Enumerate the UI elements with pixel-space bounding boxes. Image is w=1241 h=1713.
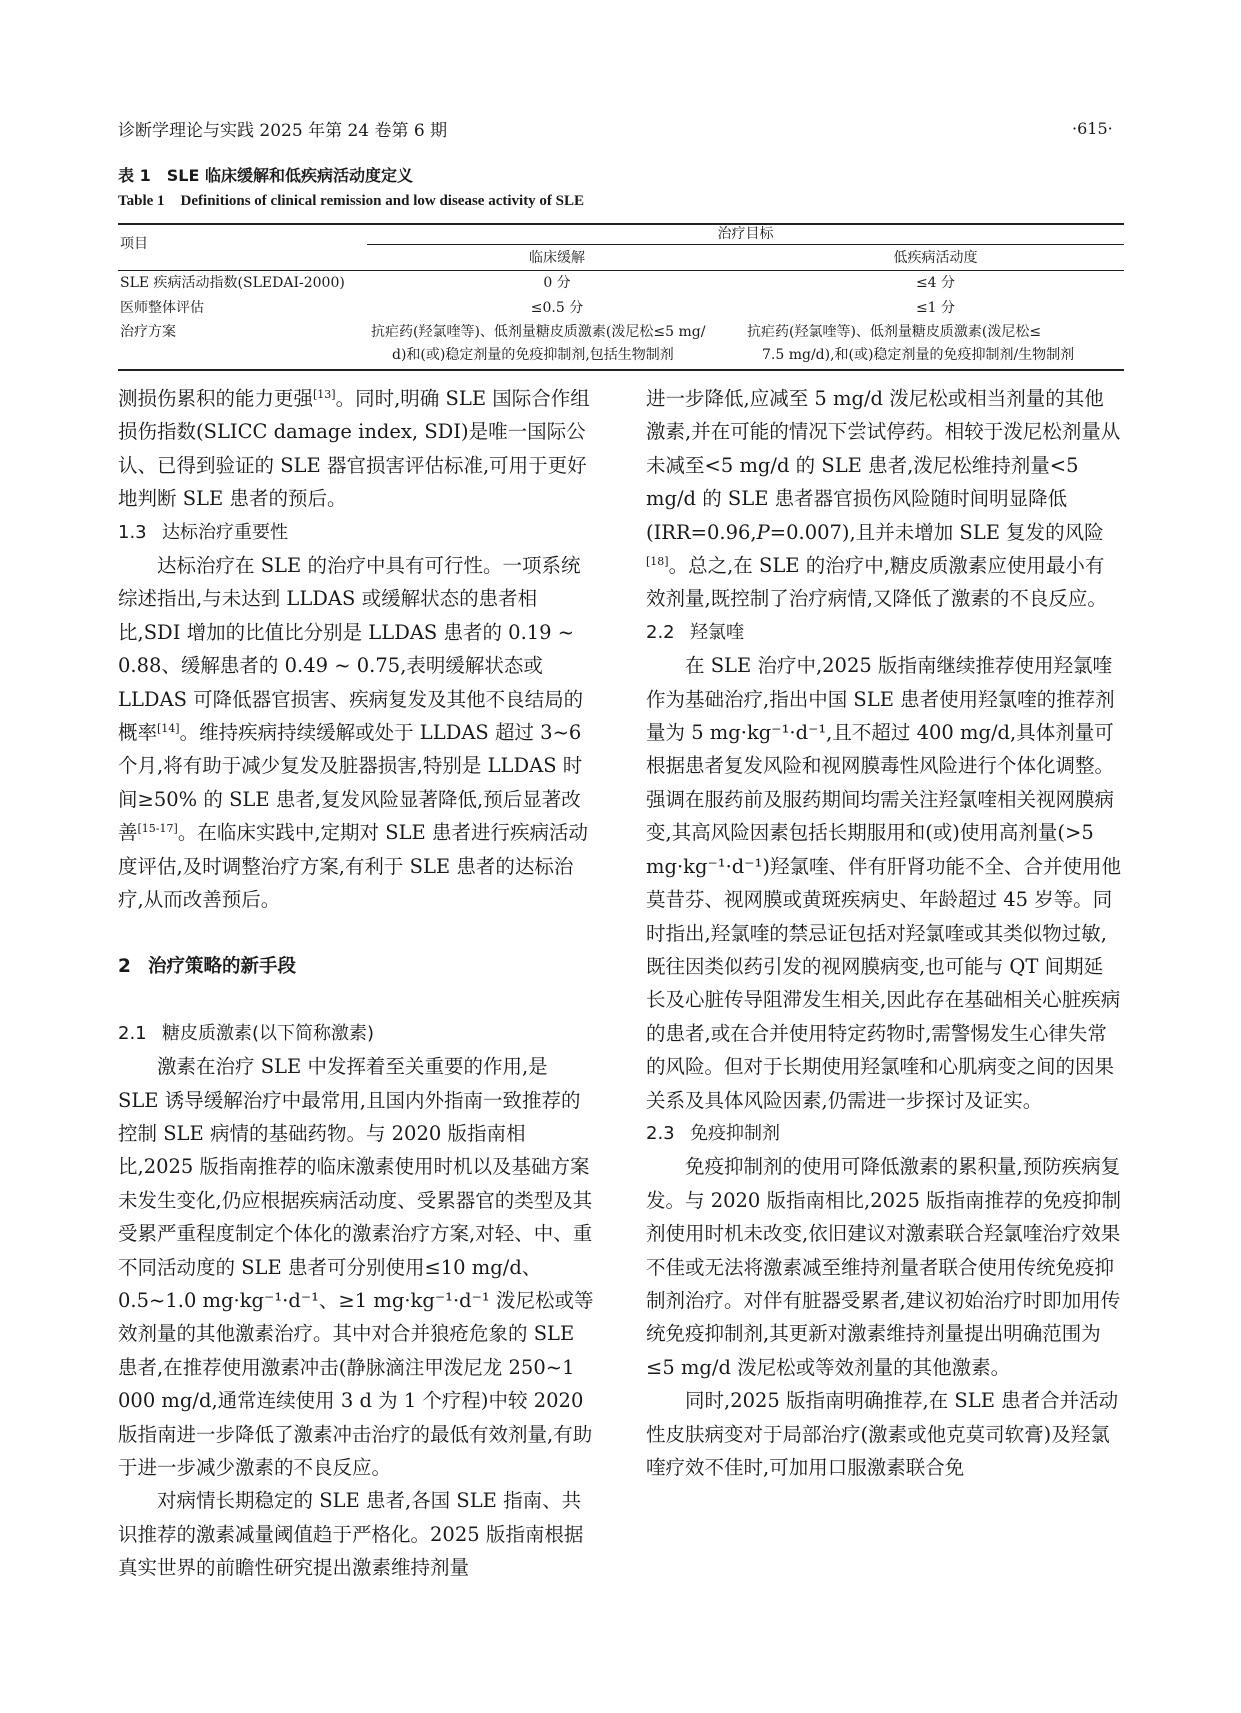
row-item: 医师整体评估 (120, 300, 204, 316)
page-number: ·615· (1072, 119, 1113, 138)
left-column (118, 382, 594, 1585)
paragraph: 达标治疗在 SLE 的治疗中具有可行性。一项系统综述指出,与未达到 LLDAS 或缓解状态的患者相比,SDI 增加的比值比分别是 LLDAS 患者的 0.19 ~ 0.88、缓解患者的 0.49 ~ 0.75,表明缓解状态或 LLDAS 可降低器官损害、疾病复发及其他不良结局的概率[14]。维持疾病持续缓解或处于 LLDAS 超过 3~6 个月,将有助于减少复发及脏器损害,特别是 LLDAS 时间≥50% 的 SLE 患者,复发风险显著降低,预后显著改善[15-17]。在临床实践中,定期对 SLE 患者进行疾病活动度评估,及时调整治疗方案,有利于 SLE 患者的达标治疗,从而改善预后。 (118, 554, 588, 912)
table-label-en: Table 1 (118, 193, 165, 209)
table-caption-cn (118, 163, 413, 186)
row-item: 治疗方案 (120, 324, 176, 340)
paragraph: 激素在治疗 SLE 中发挥着至关重要的作用,是 SLE 诱导缓解治疗中最常用,且国内外指南一致推荐的控制 SLE 病情的基础药物。与 2020 版指南相比,2025 版指南推荐的临床激素使用时机以及基础方案未发生变化,仍应根据疾病活动度、受累器官的类型及其受累严重程度制定个体化的激素治疗方案,对轻、中、重不同活动度的 SLE 患者可分别使用≤10 mg/d、0.5~1.0 mg·kg⁻¹·d⁻¹、≥1 mg·kg⁻¹·d⁻¹ 泼尼松或等效剂量的其他激素治疗。其中对合并狼疮危象的 SLE 患者,在推荐使用激素冲击(静脉滴注甲泼尼龙 250~1 000 mg/d,通常连续使用 3 d 为 1 个疗程)中较 2020 版指南进一步降低了激素冲击治疗的最低有效剂量,有助于进一步减少激素的不良反应。 (118, 1055, 594, 1479)
paragraph: 测损伤累积的能力更强[13]。同时,明确 SLE 国际合作组损伤指数(SLICC damage index, SDI)是唯一国际公认、已得到验证的 SLE 器官损害评估标准,可用于更好地判断 SLE 患者的预后。 (118, 387, 590, 511)
paragraph: 进一步降低,应减至 5 mg/d 泼尼松或相当剂量的其他激素,并在可能的情况下尝试停药。相较于泼尼松剂量从未减至<5 mg/d 的 SLE 患者,泼尼松维持剂量<5 mg/d 的 SLE 患者器官损伤风险随时间明显降低(IRR=0.96,P=0.007),且并未增加 SLE 复发的风险[18]。总之,在 SLE 的治疗中,糖皮质激素应使用最小有效剂量,既控制了治疗病情,又降低了激素的不良反应。 (646, 387, 1121, 611)
row-remission-line1: 抗疟药(羟氯喹等)、低剂量糖皮质激素(泼尼松≤5 mg/ (371, 324, 706, 340)
section-heading-1-3: 1.3 达标治疗重要性 (118, 521, 288, 543)
section-heading-2-1: 2.1 糖皮质激素(以下简称激素) (118, 1022, 375, 1044)
row-lldas-line2: 7.5 mg/d),和(或)稳定剂量的免疫抑制剂/生物制剂 (762, 347, 1075, 363)
section-heading-2-3: 2.3 免疫抑制剂 (646, 1122, 780, 1144)
table-title-cn: SLE 临床缓解和低疾病活动度定义 (166, 166, 413, 185)
table-group-rule (367, 244, 1124, 245)
right-column (646, 382, 1122, 1484)
citation: [15-17] (137, 822, 178, 836)
table-bottom-rule (118, 369, 1124, 371)
table-header-remission: 临床缓解 (529, 250, 585, 266)
row-lldas: ≤4 分 (915, 275, 956, 291)
row-remission: 0 分 (543, 275, 571, 291)
paragraph: 在 SLE 治疗中,2025 版指南继续推荐使用羟氯喹作为基础治疗,指出中国 SLE 患者使用羟氯喹的推荐剂量为 5 mg·kg⁻¹·d⁻¹,且不超过 400 mg/d,具体剂量可根据患者复发风险和视网膜毒性风险进行个体化调整。强调在服药前及服药期间均需关注羟氯喹相关视网膜病变,其高风险因素包括长期服用和(或)使用高剂量(>5 mg·kg⁻¹·d⁻¹)羟氯喹、伴有肝肾功能不全、合并使用他莫昔芬、视网膜或黄斑疾病史、年龄超过 45 岁等。同时指出,羟氯喹的禁忌证包括对羟氯喹或其类似物过敏,既往因类似药引发的视网膜病变,也可能与 QT 间期延长及心脏传导阻滞发生相关,因此存在基础相关心脏疾病的患者,或在合并使用特定药物时,需警惕发生心律失常的风险。但对于长期使用羟氯喹和心肌病变之间的因果关系及具体风险因素,仍需进一步探讨及证实。 (646, 654, 1121, 1112)
citation: [14] (157, 722, 180, 736)
paragraph: 同时,2025 版指南明确推荐,在 SLE 患者合并活动性皮肤病变对于局部治疗(激素或他克莫司软膏)及羟氯喹疗效不佳时,可加用口服激素联合免 (646, 1389, 1119, 1479)
row-lldas-line1: 抗疟药(羟氯喹等)、低剂量糖皮质激素(泼尼松≤ (747, 324, 1042, 340)
section-heading-2-2: 2.2 羟氯喹 (646, 621, 744, 643)
section-heading-2: 2 治疗策略的新手段 (118, 955, 297, 977)
row-remission-line2: d)和(或)稳定剂量的免疫抑制剂,包括生物制剂 (392, 347, 674, 363)
citation: [13] (313, 388, 336, 401)
table-header-lldas: 低疾病活动度 (893, 250, 978, 266)
table-header-item: 项目 (120, 236, 148, 252)
row-lldas: ≤1 分 (915, 300, 956, 316)
table-header-rule (118, 270, 1124, 271)
table-label-cn: 表 1 (118, 166, 151, 185)
paragraph: 对病情长期稳定的 SLE 患者,各国 SLE 指南、共识推荐的激素减量阈值趋于严格化。2025 版指南根据真实世界的前瞻性研究提出激素维持剂量 (118, 1489, 584, 1580)
running-header-journal: 诊断学理论与实践 2025 年第 24 卷第 6 期 (118, 121, 448, 141)
citation: [18] (646, 555, 669, 569)
table-header-group: 治疗目标 (717, 226, 774, 242)
row-item: SLE 疾病活动指数(SLEDAI-2000) (120, 275, 345, 291)
row-remission: ≤0.5 分 (530, 300, 584, 316)
paragraph: 免疫抑制剂的使用可降低激素的累积量,预防疾病复发。与 2020 版指南相比,2025 版指南推荐的免疫抑制剂使用时机未改变,依旧建议对激素联合羟氯喹治疗效果不佳或无法将激素减至维持剂量者联合使用传统免疫抑制剂治疗。对伴有脏器受累者,建议初始治疗时即加用传统免疫抑制剂,其更新对激素维持剂量提出明确范围为≤5 mg/d 泼尼松或等效剂量的其他激素。 (646, 1155, 1122, 1379)
table-title-en: Definitions of clinical remission and low disease activity of SLE (180, 193, 585, 209)
table-caption-en (118, 193, 584, 210)
